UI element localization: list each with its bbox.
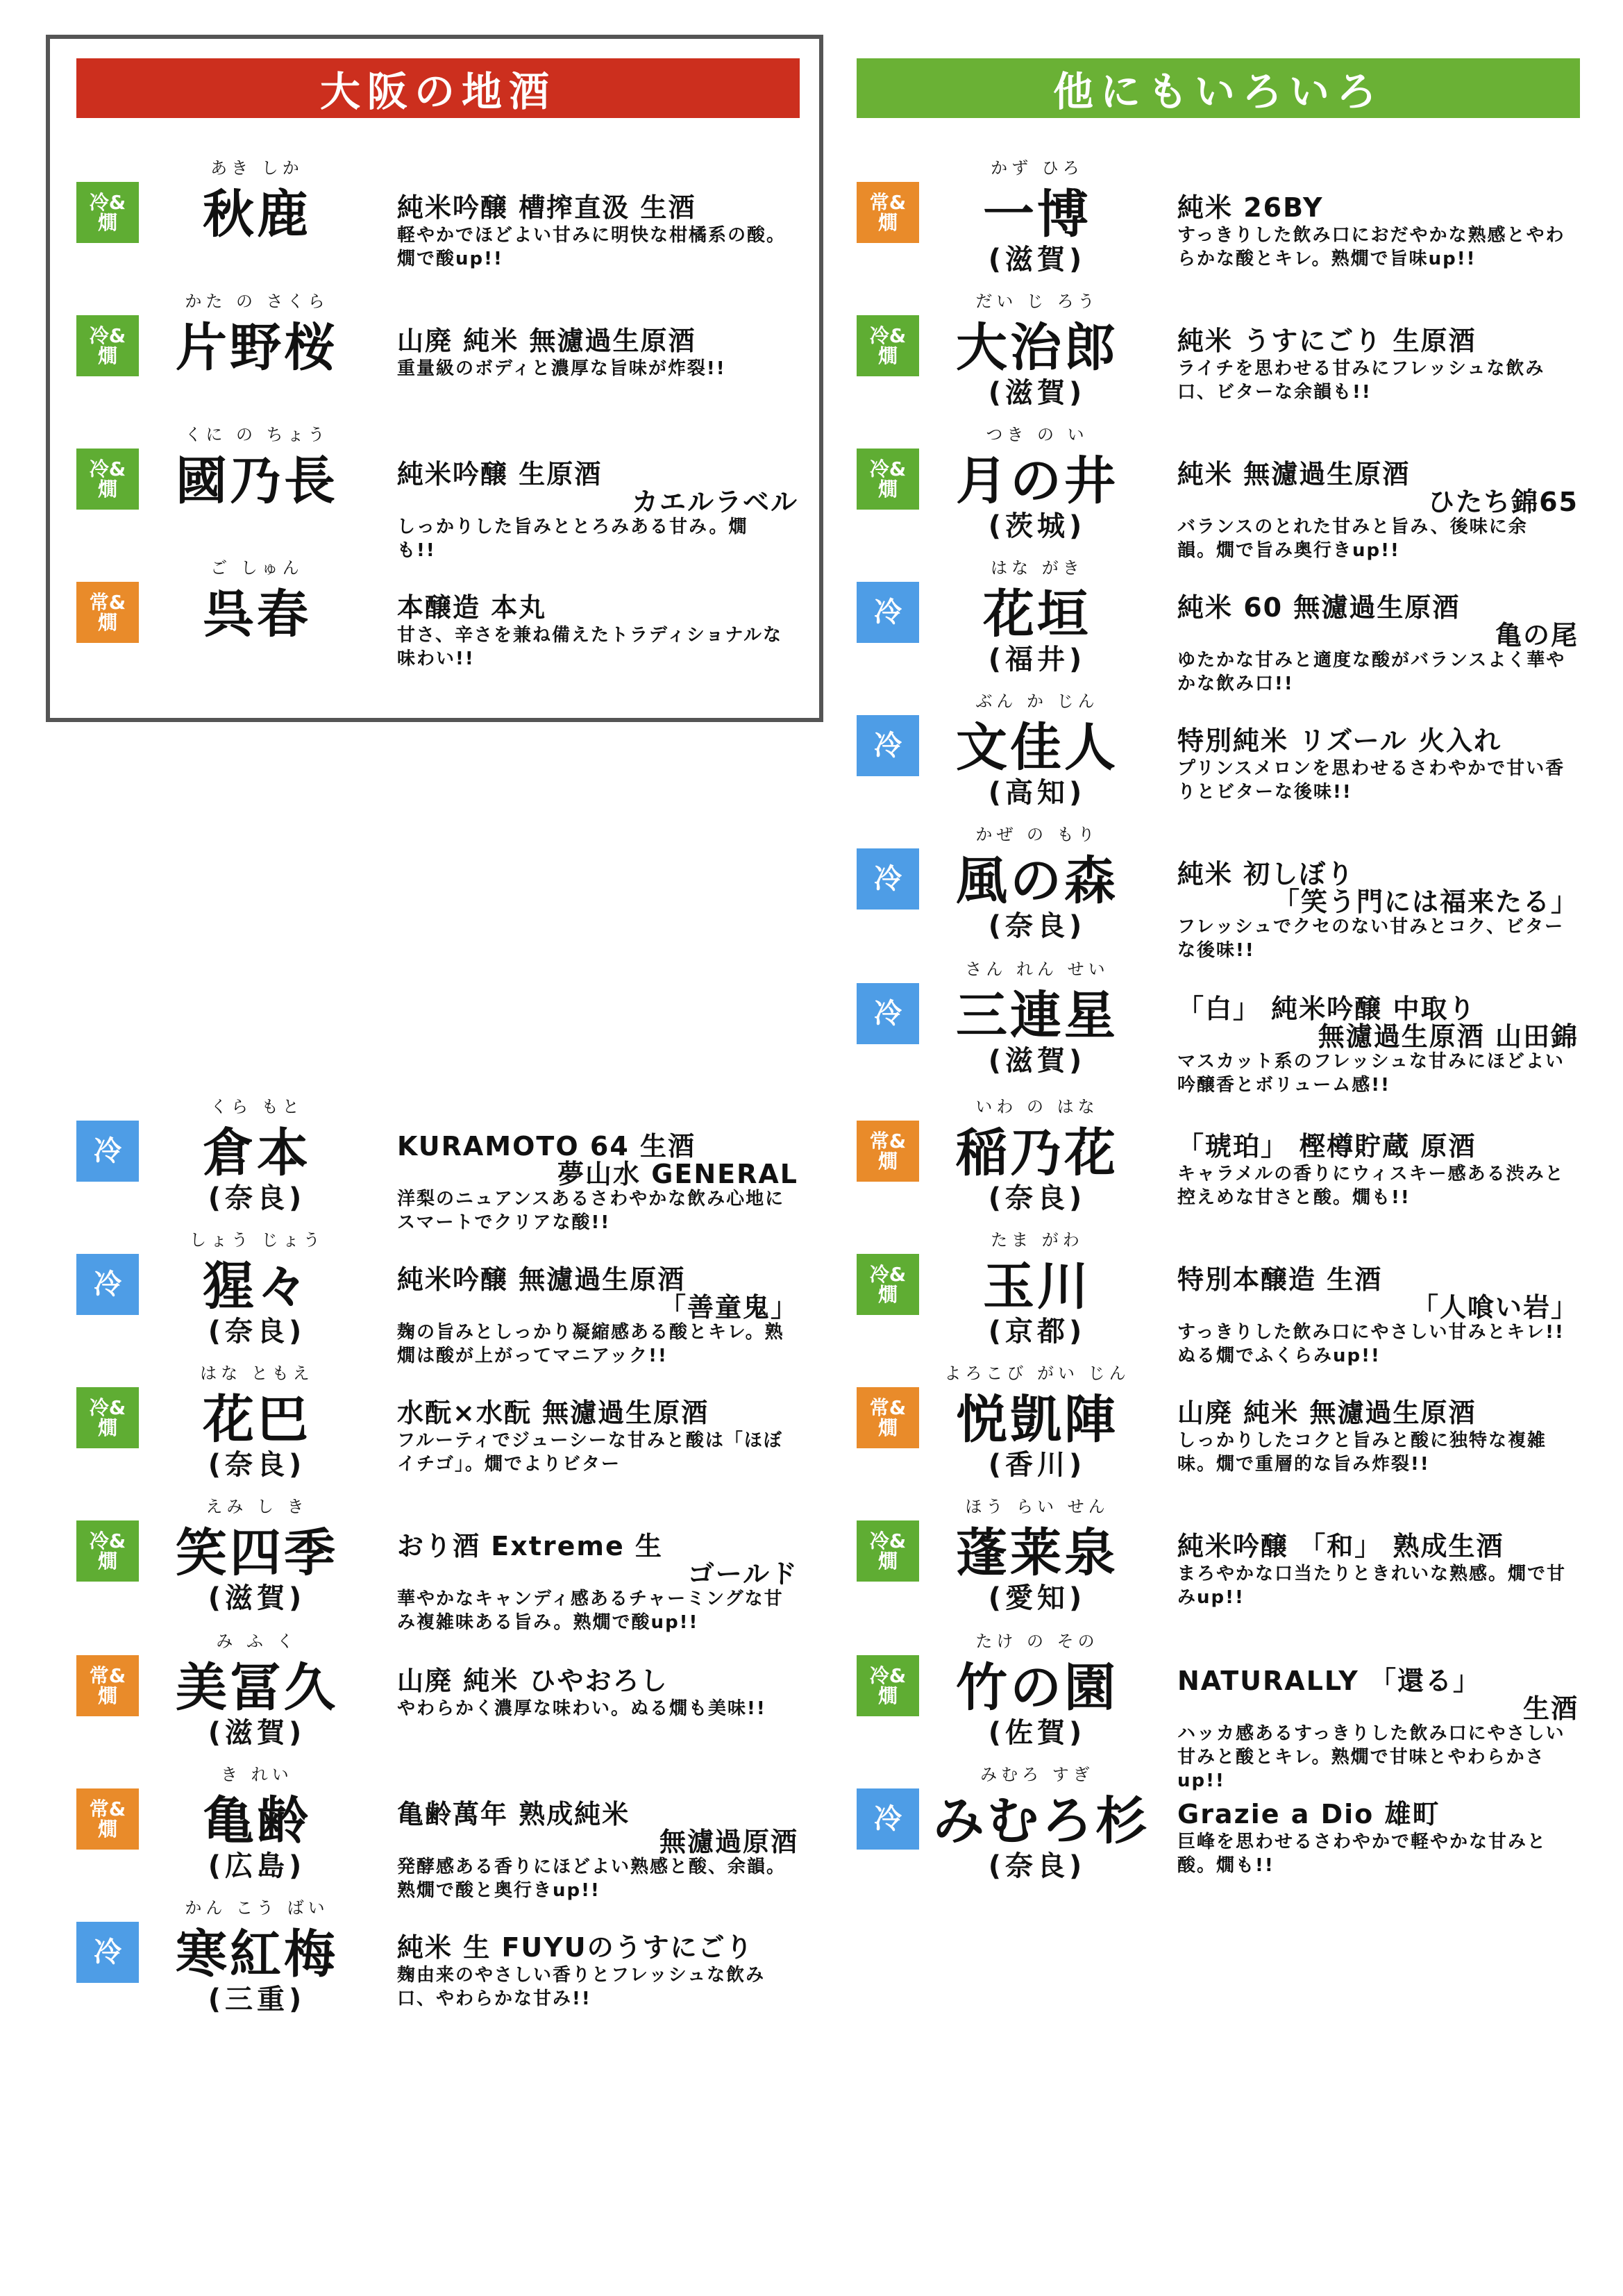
serving-temperature-badge bbox=[76, 1387, 139, 1448]
brewery-name: 稲乃花 bbox=[956, 1123, 1118, 1183]
tasting-note: 巨峰を思わせるさわやかで軽やかな甘みと酸。燗も!! bbox=[1177, 1832, 1547, 1876]
sake-entry bbox=[76, 158, 798, 299]
badge-label: 冷& bbox=[89, 1396, 126, 1419]
sake-entry bbox=[857, 1097, 1579, 1237]
badge-label: 常& bbox=[89, 1664, 126, 1687]
sake-entry bbox=[857, 425, 1579, 565]
prefecture: (奈良) bbox=[208, 1182, 306, 1214]
brewery-name: 悦凱陣 bbox=[956, 1390, 1118, 1450]
serving-temperature-badge bbox=[76, 1655, 139, 1716]
badge-label: 常& bbox=[89, 1797, 126, 1820]
tasting-note: 軽やかでほどよい甘みに明快な柑橘系の酸。燗で酸up!! bbox=[397, 225, 787, 269]
badge-label: 冷& bbox=[869, 1262, 907, 1286]
sake-title: 純米吟醸 「和」 熟成生酒 bbox=[1177, 1531, 1504, 1561]
brewery-name: 三連星 bbox=[956, 986, 1118, 1046]
badge-label: 冷 bbox=[874, 863, 902, 895]
badge-label: 燗 bbox=[877, 1684, 898, 1707]
prefecture: (香川) bbox=[988, 1449, 1086, 1481]
badge-label: 冷 bbox=[874, 730, 902, 762]
sake-title-sub: 無濾過生原酒 山田錦 bbox=[1318, 1021, 1579, 1052]
serving-temperature-badge bbox=[76, 582, 139, 643]
badge-label: 燗 bbox=[877, 1283, 898, 1306]
prefecture: (京都) bbox=[988, 1316, 1086, 1348]
sake-title: 「白」 純米吟醸 中取り bbox=[1177, 994, 1477, 1024]
brewery-ruby: さん れん せい bbox=[965, 960, 1109, 979]
prefecture: (滋賀) bbox=[988, 244, 1086, 276]
tasting-note: ゆたかな甘みと適度な酸がバランスよく華やかな飲み口!! bbox=[1177, 650, 1566, 694]
brewery-ruby: よろこび がい じん bbox=[944, 1364, 1130, 1383]
badge-label: 燗 bbox=[877, 211, 898, 234]
brewery-name: 美冨久 bbox=[176, 1658, 338, 1718]
tasting-note: やわらかく濃厚な味わい。ぬる燗も美味!! bbox=[397, 1698, 766, 1719]
prefecture: (茨城) bbox=[988, 510, 1086, 542]
serving-temperature-badge bbox=[857, 1788, 919, 1850]
brewery-ruby: かた の さくら bbox=[185, 292, 329, 311]
prefecture: (奈良) bbox=[988, 1182, 1086, 1214]
sake-title-sub: カエルラベル bbox=[631, 487, 798, 517]
brewery-name: 蓬莱泉 bbox=[956, 1523, 1118, 1583]
brewery-ruby: だい じ ろう bbox=[975, 292, 1099, 311]
badge-label: 冷& bbox=[89, 1529, 126, 1552]
badge-label: 冷& bbox=[89, 457, 126, 480]
sake-entry bbox=[857, 1230, 1579, 1371]
prefecture: (三重) bbox=[208, 1984, 306, 2016]
sake-title-sub: 無濾過原酒 bbox=[659, 1827, 798, 1857]
sake-title-sub: 生酒 bbox=[1522, 1693, 1579, 1724]
brewery-ruby: き れい bbox=[221, 1765, 293, 1784]
sake-title-sub: 夢山水 GENERAL bbox=[557, 1159, 798, 1189]
sake-entry bbox=[76, 1765, 798, 1905]
brewery-name: 倉本 bbox=[203, 1123, 311, 1183]
sake-entry bbox=[857, 960, 1579, 1100]
serving-temperature-badge bbox=[76, 1121, 139, 1182]
sake-title: 亀齢萬年 熟成純米 bbox=[397, 1799, 630, 1829]
brewery-ruby: ほう らい せん bbox=[965, 1497, 1109, 1516]
sake-entry bbox=[76, 1632, 798, 1772]
sake-title: 特別純米 リズール 火入れ bbox=[1177, 726, 1502, 756]
sake-entry bbox=[857, 1364, 1579, 1504]
badge-label: 燗 bbox=[97, 1416, 117, 1439]
serving-temperature-badge bbox=[76, 315, 139, 376]
brewery-ruby: かず ひろ bbox=[991, 158, 1084, 178]
prefecture: (奈良) bbox=[208, 1449, 306, 1481]
sake-title: 水酛×水酛 無濾過生原酒 bbox=[397, 1398, 709, 1428]
prefecture: (広島) bbox=[208, 1850, 306, 1882]
badge-label: 燗 bbox=[877, 1150, 898, 1173]
sake-title: 純米 生 FUYUのうすにごり bbox=[397, 1932, 754, 1963]
tasting-note: バランスのとれた甘みと旨み、後味に余韻。燗で旨み奥行きup!! bbox=[1177, 517, 1528, 561]
serving-temperature-badge bbox=[857, 848, 919, 910]
sake-entry bbox=[857, 825, 1579, 965]
others-header: 他にもいろいろ bbox=[857, 58, 1580, 118]
brewery-name: 呉春 bbox=[203, 585, 311, 644]
badge-label: 冷 bbox=[874, 1803, 902, 1835]
brewery-ruby: しょう じょう bbox=[190, 1230, 324, 1250]
brewery-ruby: み ふ く bbox=[216, 1632, 298, 1651]
tasting-note: すっきりした飲み口におだやかな熟感とやわらかな酸とキレ。熟燗で旨味up!! bbox=[1177, 225, 1565, 269]
brewery-name: 竹の園 bbox=[956, 1658, 1118, 1718]
badge-label: 燗 bbox=[97, 1684, 117, 1707]
brewery-name: 亀齢 bbox=[203, 1791, 311, 1851]
sake-title-sub: 「人喰い岩」 bbox=[1411, 1292, 1579, 1323]
badge-label: 燗 bbox=[877, 478, 898, 501]
sake-title-sub: ひたち錦65 bbox=[1428, 487, 1579, 517]
tasting-note: 重量級のボディと濃厚な旨味が炸裂!! bbox=[397, 358, 726, 379]
brewery-ruby: ぶん か じん bbox=[975, 692, 1099, 711]
brewery-ruby: いわ の はな bbox=[975, 1097, 1099, 1116]
sake-title: Grazie a Dio 雄町 bbox=[1177, 1799, 1440, 1829]
serving-temperature-badge bbox=[857, 315, 919, 376]
sake-title: おり酒 Extreme 生 bbox=[397, 1531, 663, 1561]
prefecture: (滋賀) bbox=[988, 1045, 1086, 1077]
sake-entry bbox=[857, 692, 1579, 832]
sake-title: 山廃 純米 ひやおろし bbox=[397, 1666, 668, 1696]
sake-title: 純米吟醸 無濾過生原酒 bbox=[397, 1264, 686, 1295]
badge-label: 常& bbox=[869, 190, 907, 214]
sake-title: 「琥珀」 樫樽貯蔵 原酒 bbox=[1177, 1131, 1477, 1162]
badge-label: 冷 bbox=[874, 998, 902, 1030]
sake-entry bbox=[857, 558, 1579, 698]
tasting-note: フレッシュでクセのない甘みとコク、ビターな後味!! bbox=[1177, 916, 1565, 961]
brewery-ruby: はな ともえ bbox=[200, 1364, 314, 1383]
osaka-header: 大阪の地酒 bbox=[76, 58, 800, 118]
tasting-note: ハッカ感あるすっきりした飲み口にやさしい甘みと酸とキレ。熟燗で甘味とやわらかさup!! bbox=[1177, 1723, 1565, 1791]
serving-temperature-badge bbox=[857, 983, 919, 1044]
badge-label: 冷 bbox=[94, 1936, 121, 1968]
serving-temperature-badge bbox=[857, 1387, 919, 1448]
badge-label: 常& bbox=[869, 1129, 907, 1153]
badge-label: 燗 bbox=[877, 344, 898, 367]
tasting-note: すっきりした飲み口にやさしい甘みとキレ!!ぬる燗でふくらみup!! bbox=[1177, 1322, 1565, 1366]
sake-entry bbox=[76, 1230, 798, 1371]
tasting-note: キャラメルの香りにウィスキー感ある渋みと控えめな甘さと酸。燗も!! bbox=[1177, 1164, 1565, 1208]
brewery-name: 片野桜 bbox=[176, 318, 338, 378]
serving-temperature-badge bbox=[857, 182, 919, 243]
tasting-note: 麹由来のやさしい香りとフレッシュな飲み口、やわらかな甘み!! bbox=[397, 1965, 766, 2009]
prefecture: (福井) bbox=[988, 644, 1086, 676]
sake-entry bbox=[857, 292, 1579, 432]
badge-label: 燗 bbox=[97, 344, 117, 367]
tasting-note: 洋梨のニュアンスあるさわやかな飲み心地にスマートでクリアな酸!! bbox=[397, 1189, 785, 1233]
badge-label: 冷& bbox=[89, 324, 126, 347]
badge-label: 燗 bbox=[877, 1416, 898, 1439]
sake-title: 純米 26BY bbox=[1177, 192, 1324, 223]
prefecture: (滋賀) bbox=[208, 1582, 306, 1614]
prefecture: (奈良) bbox=[988, 1850, 1086, 1882]
badge-label: 冷 bbox=[874, 596, 902, 628]
badge-label: 燗 bbox=[877, 1550, 898, 1573]
serving-temperature-badge bbox=[857, 1254, 919, 1315]
tasting-note: 華やかなキャンディ感あるチャーミングな甘み複雑味ある旨み。熟燗で酸up!! bbox=[397, 1589, 784, 1633]
sake-entry bbox=[857, 158, 1579, 299]
sake-title: 純米吟醸 槽搾直汲 生酒 bbox=[397, 192, 696, 223]
prefecture: (滋賀) bbox=[208, 1717, 306, 1749]
badge-label: 燗 bbox=[97, 1818, 117, 1841]
sake-title: 山廃 純米 無濾過生原酒 bbox=[397, 326, 696, 356]
serving-temperature-badge bbox=[76, 449, 139, 510]
badge-label: 冷& bbox=[869, 457, 907, 480]
sake-entry bbox=[76, 425, 798, 565]
prefecture: (愛知) bbox=[988, 1582, 1086, 1614]
badge-label: 冷 bbox=[94, 1135, 121, 1167]
prefecture: (高知) bbox=[988, 777, 1086, 809]
sake-title: 純米 うすにごり 生原酒 bbox=[1177, 326, 1477, 356]
prefecture: (佐賀) bbox=[988, 1717, 1086, 1749]
sake-title: 山廃 純米 無濾過生原酒 bbox=[1177, 1398, 1477, 1428]
serving-temperature-badge bbox=[857, 449, 919, 510]
sake-entry bbox=[857, 1497, 1579, 1637]
brewery-name: 寒紅梅 bbox=[176, 1925, 338, 1984]
brewery-name: 玉川 bbox=[983, 1257, 1091, 1316]
serving-temperature-badge bbox=[76, 182, 139, 243]
sake-entry bbox=[76, 558, 798, 698]
brewery-name: 風の森 bbox=[956, 851, 1118, 911]
serving-temperature-badge bbox=[76, 1922, 139, 1983]
serving-temperature-badge bbox=[857, 582, 919, 643]
brewery-ruby: あき しか bbox=[210, 158, 303, 178]
brewery-ruby: たけ の その bbox=[975, 1632, 1099, 1651]
badge-label: 常& bbox=[89, 590, 126, 614]
badge-label: 燗 bbox=[97, 211, 117, 234]
serving-temperature-badge bbox=[857, 1655, 919, 1716]
brewery-name: 國乃長 bbox=[176, 451, 338, 511]
tasting-note: フルーティでジューシーな甘みと酸は「ほぼイチゴ」。燗でよりビター bbox=[397, 1430, 783, 1475]
badge-label: 冷 bbox=[94, 1268, 121, 1300]
brewery-name: 花垣 bbox=[983, 585, 1091, 644]
badge-label: 冷& bbox=[89, 190, 126, 214]
brewery-ruby: えみ し き bbox=[205, 1497, 308, 1516]
sake-title: KURAMOTO 64 生酒 bbox=[397, 1131, 696, 1162]
serving-temperature-badge bbox=[76, 1254, 139, 1315]
badge-label: 冷& bbox=[869, 1529, 907, 1552]
brewery-ruby: かん こう ばい bbox=[185, 1898, 329, 1918]
sake-entry bbox=[76, 1898, 798, 2038]
brewery-ruby: たま がわ bbox=[991, 1230, 1084, 1250]
brewery-ruby: つき の い bbox=[986, 425, 1088, 444]
brewery-ruby: かぜ の もり bbox=[975, 825, 1099, 844]
brewery-ruby: ご しゅん bbox=[210, 558, 303, 578]
sake-title: 純米吟醸 生原酒 bbox=[397, 459, 603, 489]
tasting-note: マスカット系のフレッシュな甘みにほどよい吟醸香とボリューム感!! bbox=[1177, 1051, 1565, 1096]
prefecture: (奈良) bbox=[208, 1316, 306, 1348]
tasting-note: まろやかな口当たりときれいな熟感。燗で甘みup!! bbox=[1177, 1564, 1567, 1608]
brewery-ruby: くら もと bbox=[210, 1097, 303, 1116]
serving-temperature-badge bbox=[857, 1520, 919, 1582]
brewery-name: 秋鹿 bbox=[203, 185, 311, 244]
tasting-note: プリンスメロンを思わせるさわやかで甘い香りとビターな後味!! bbox=[1177, 758, 1565, 803]
sake-entry bbox=[76, 1364, 798, 1504]
sake-title: NATURALLY 「還る」 bbox=[1177, 1666, 1481, 1696]
tasting-note: しっかりした旨みととろみある甘み。燗も!! bbox=[397, 517, 748, 561]
sake-entry bbox=[857, 1765, 1579, 1905]
sake-title: 純米 無濾過生原酒 bbox=[1177, 459, 1411, 489]
prefecture: (滋賀) bbox=[988, 377, 1086, 409]
sake-title-sub: 「笑う門には福来たる」 bbox=[1272, 887, 1579, 917]
badge-label: 燗 bbox=[97, 478, 117, 501]
brewery-ruby: はな がき bbox=[991, 558, 1084, 578]
sake-title-sub: 「善童鬼」 bbox=[659, 1292, 798, 1323]
sake-entry bbox=[76, 1097, 798, 1237]
tasting-note: ライチを思わせる甘みにフレッシュな飲み口、ビターな余韻も!! bbox=[1177, 358, 1545, 403]
brewery-name: 文佳人 bbox=[956, 718, 1118, 778]
brewery-name: 花巴 bbox=[203, 1390, 311, 1450]
brewery-name: 猩々 bbox=[203, 1257, 311, 1316]
sake-title-sub: 亀の尾 bbox=[1495, 620, 1579, 651]
tasting-note: しっかりしたコクと旨みと酸に独特な複雑味。燗で重層的な旨み炸裂!! bbox=[1177, 1430, 1547, 1475]
brewery-ruby: みむろ すぎ bbox=[980, 1765, 1094, 1784]
tasting-note: 麹の旨みとしっかり凝縮感ある酸とキレ。熟燗は酸が上がってマニアック!! bbox=[397, 1322, 784, 1366]
sake-title: 本醸造 本丸 bbox=[397, 592, 547, 623]
brewery-name: 一博 bbox=[983, 185, 1091, 244]
serving-temperature-badge bbox=[857, 715, 919, 776]
serving-temperature-badge bbox=[76, 1788, 139, 1850]
brewery-name: みむろ杉 bbox=[933, 1791, 1150, 1851]
badge-label: 常& bbox=[869, 1396, 907, 1419]
badge-label: 燗 bbox=[97, 611, 117, 634]
brewery-name: 大治郎 bbox=[956, 318, 1118, 378]
sake-entry bbox=[76, 292, 798, 432]
tasting-note: 発酵感ある香りにほどよい熟感と酸、余韻。熟燗で酸と奥行きup!! bbox=[397, 1857, 787, 1901]
brewery-name: 月の井 bbox=[956, 451, 1118, 511]
sake-entry bbox=[76, 1497, 798, 1637]
prefecture: (奈良) bbox=[988, 910, 1086, 942]
brewery-name: 笑四季 bbox=[176, 1523, 338, 1583]
badge-label: 冷& bbox=[869, 1664, 907, 1687]
brewery-ruby: くに の ちょう bbox=[185, 425, 329, 444]
sake-title: 純米 60 無濾過生原酒 bbox=[1177, 592, 1461, 623]
sake-title: 純米 初しぼり bbox=[1177, 859, 1355, 889]
sake-title-sub: ゴールド bbox=[687, 1559, 798, 1589]
badge-label: 冷& bbox=[869, 324, 907, 347]
serving-temperature-badge bbox=[76, 1520, 139, 1582]
sake-title: 特別本醸造 生酒 bbox=[1177, 1264, 1383, 1295]
badge-label: 燗 bbox=[97, 1550, 117, 1573]
tasting-note: 甘さ、辛さを兼ね備えたトラディショナルな味わい!! bbox=[397, 625, 783, 669]
serving-temperature-badge bbox=[857, 1121, 919, 1182]
